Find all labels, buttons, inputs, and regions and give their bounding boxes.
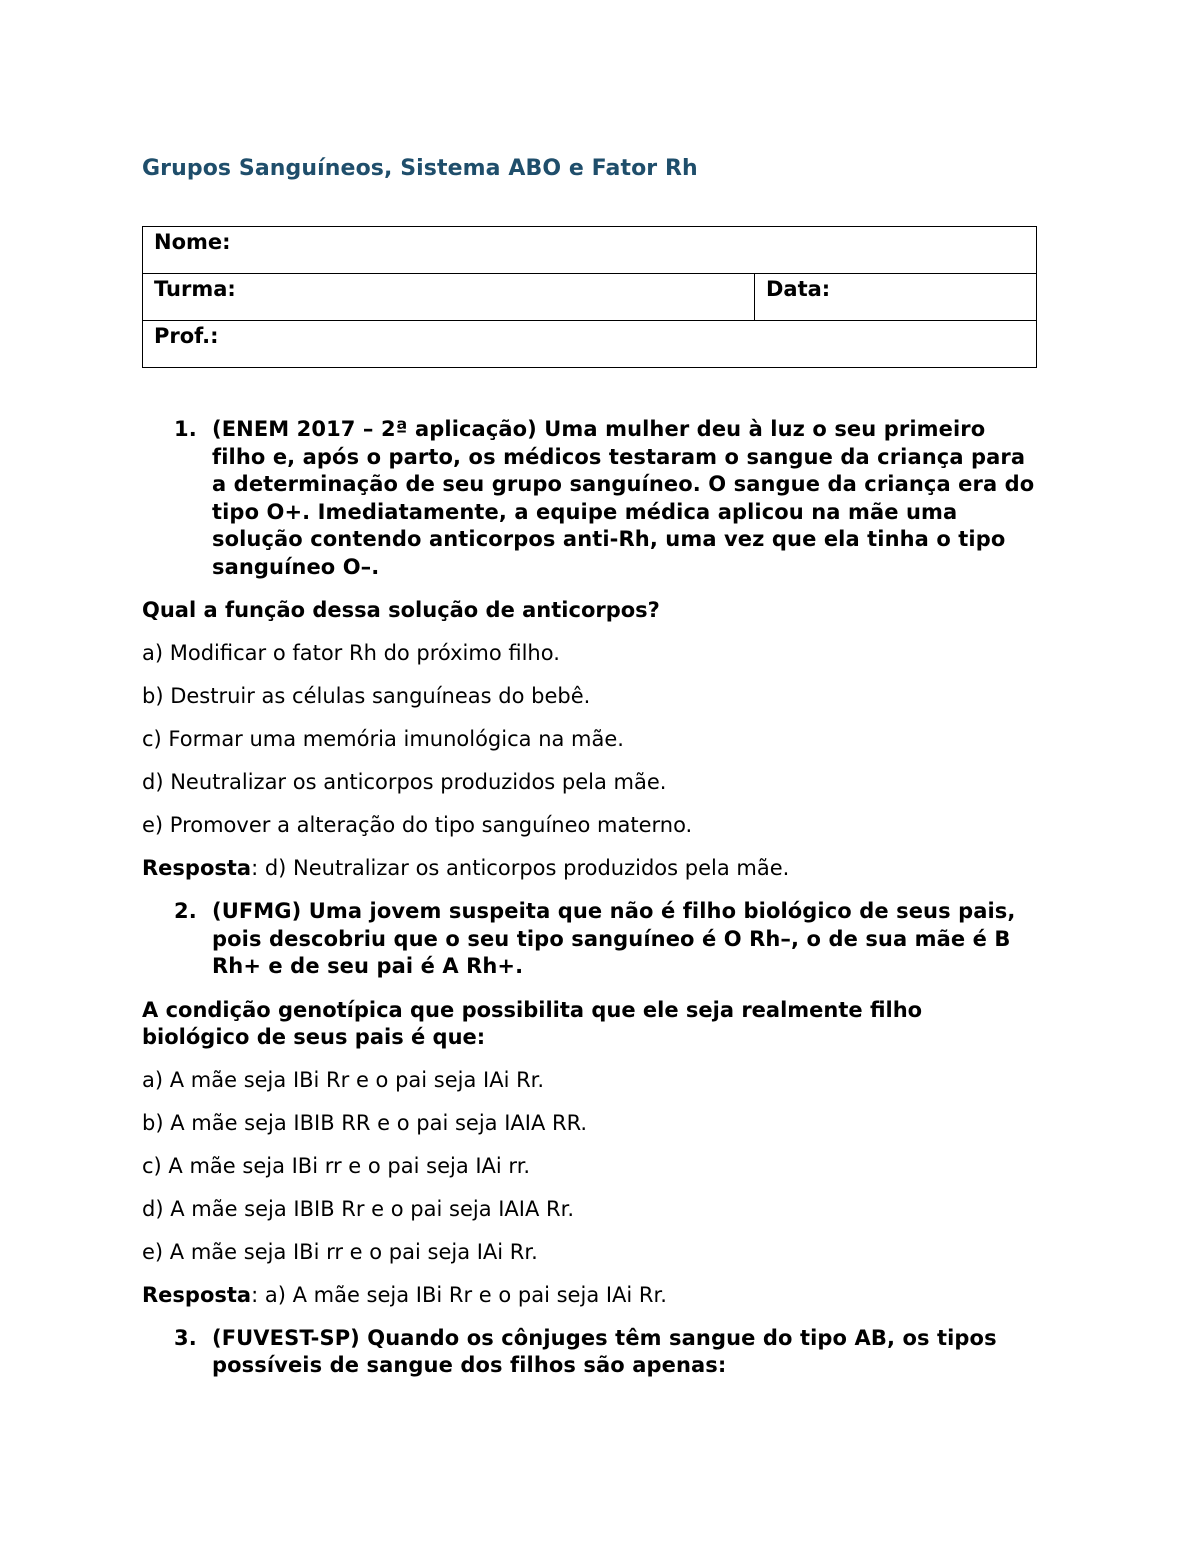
question-2-answer bbox=[142, 1282, 1062, 1309]
answer-text: : a) A mãe seja IBi Rr e o pai seja IAi Rr. bbox=[251, 1282, 667, 1307]
question-2-option-d[interactable]: d) A mãe seja IBIB Rr e o pai seja IAIA Rr. bbox=[142, 1196, 575, 1221]
question-list bbox=[142, 416, 1062, 1380]
turma-field[interactable] bbox=[143, 274, 755, 321]
question-2-option-a[interactable]: a) A mãe seja IBi Rr e o pai seja IAi Rr. bbox=[142, 1067, 545, 1092]
question-number: 1. bbox=[174, 417, 197, 441]
question-2-option-c[interactable]: c) A mãe seja IBi rr e o pai seja IAi rr. bbox=[142, 1153, 531, 1178]
turma-label: Turma: bbox=[154, 277, 236, 301]
question-1-option-c[interactable]: c) Formar uma memória imunológica na mãe. bbox=[142, 727, 624, 751]
answer-text: : d) Neutralizar os anticorpos produzidos pela mãe. bbox=[251, 856, 790, 880]
answer-label: Resposta bbox=[142, 1282, 252, 1307]
question-text: (UFMG) Uma jovem suspeita que não é filho biológico de seus pais, pois descobriu que o seu tipo sanguíneo é O Rh–, o de sua mãe é B Rh+ e de seu pai é A Rh+. bbox=[212, 899, 1016, 978]
prof-field[interactable] bbox=[143, 321, 1037, 368]
question-2-option-b[interactable]: b) A mãe seja IBIB RR e o pai seja IAIA RR. bbox=[142, 1110, 588, 1135]
question-3-statement bbox=[142, 1325, 1062, 1380]
nome-field[interactable] bbox=[143, 227, 1037, 274]
question-1-statement bbox=[142, 416, 1062, 581]
question-number: 2. bbox=[174, 899, 197, 923]
question-1-option-b[interactable]: b) Destruir as células sanguíneas do bebê. bbox=[142, 684, 591, 708]
nome-label: Nome: bbox=[154, 230, 231, 254]
page-title: Grupos Sanguíneos, Sistema ABO e Fator Rh bbox=[142, 156, 698, 181]
answer-label: Resposta bbox=[142, 856, 252, 880]
question-text: (ENEM 2017 – 2ª aplicação) Uma mulher deu à luz o seu primeiro filho e, após o parto, os médicos testaram o sangue da criança para a determinação de seu grupo sanguíneo. O sangue da criança era do tipo O+. Imediatamente, a equipe médica aplicou na mãe uma solução contendo anticorpos anti-Rh, uma vez que ela tinha o tipo sanguíneo O–. bbox=[212, 417, 1035, 579]
question-2-prompt: A condição genotípica que possibilita que ele seja realmente filho biológico de seus pais é que: bbox=[142, 997, 923, 1049]
question-1-prompt: Qual a função dessa solução de anticorpos? bbox=[142, 598, 660, 622]
question-2-option-e[interactable]: e) A mãe seja IBi rr e o pai seja IAi Rr. bbox=[142, 1239, 538, 1264]
question-1-option-e[interactable]: e) Promover a alteração do tipo sanguíneo materno. bbox=[142, 813, 693, 837]
question-1-answer bbox=[142, 855, 1062, 882]
question-1-option-d[interactable]: d) Neutralizar os anticorpos produzidos pela mãe. bbox=[142, 770, 667, 794]
question-text: (FUVEST-SP) Quando os cônjuges têm sangue do tipo AB, os tipos possíveis de sangue dos filhos são apenas: bbox=[212, 1325, 997, 1377]
question-1-option-a[interactable]: a) Modificar o fator Rh do próximo filho. bbox=[142, 641, 560, 665]
question-number: 3. bbox=[174, 1325, 197, 1350]
data-field[interactable] bbox=[755, 274, 1037, 321]
data-label: Data: bbox=[766, 277, 831, 301]
prof-label: Prof.: bbox=[154, 324, 219, 348]
question-2-statement bbox=[142, 898, 1062, 981]
student-info-table bbox=[142, 226, 1037, 368]
